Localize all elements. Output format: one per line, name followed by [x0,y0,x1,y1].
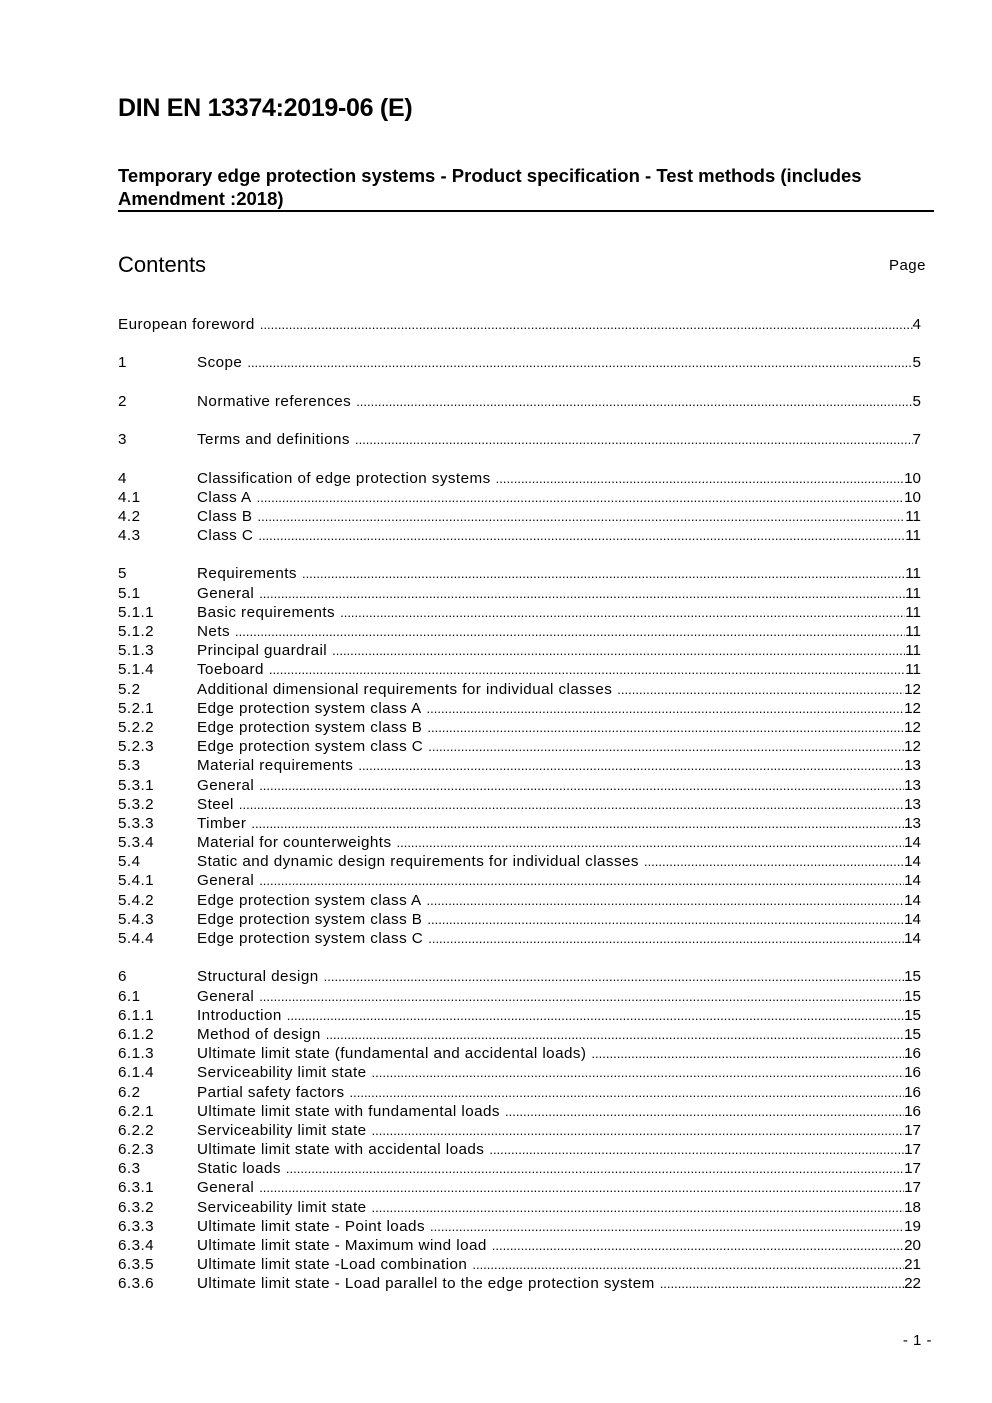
toc-entry-line [197,833,921,852]
toc-entry-line [197,852,921,871]
toc-entry-line [197,430,921,449]
toc-entry-title: Terms and definitions [197,431,350,449]
toc-entry[interactable] [118,488,921,507]
toc-entry[interactable] [118,1063,921,1082]
toc-entry-title: Edge protection system class A [197,891,422,909]
toc-entry-number: 5.3.3 [118,814,155,832]
toc-entry-title: Ultimate limit state (fundamental and accidental loads) [197,1045,587,1063]
toc-dot-leader [427,910,904,929]
toc-entry[interactable] [118,641,921,660]
toc-entry-page: 17 [904,1141,921,1159]
toc-entry-title: General [197,872,255,890]
toc-entry-line [197,891,921,910]
toc-dot-leader [258,526,905,545]
toc-entry-title: Timber [197,814,247,832]
toc-entry-page: 11 [905,527,921,545]
toc-entry-line [197,1140,921,1159]
toc-entry-number: 6.1.2 [118,1025,155,1043]
toc-entry-page: 12 [904,738,921,756]
toc-entry-line [197,392,921,411]
toc-entry-page: 13 [904,757,921,775]
toc-entry-page: 11 [905,584,921,602]
toc-entry-title: Ultimate limit state with fundamental loads [197,1102,500,1120]
toc-entry-title: General [197,1179,255,1197]
toc-entry-title: European foreword [118,316,255,333]
toc-entry-line [197,1006,921,1025]
toc-entry-line [197,680,921,699]
toc-entry-line [197,1274,921,1293]
toc-entry[interactable] [118,756,921,775]
toc-dot-leader [251,814,904,833]
toc-entry-line [197,795,921,814]
toc-entry-line [197,1102,921,1121]
toc-entry[interactable] [118,622,921,641]
toc-dot-leader [356,392,912,411]
document-id: DIN EN 13374:2019-06 (E) [118,94,413,122]
toc-entry[interactable] [118,718,921,737]
toc-dot-leader [235,622,905,641]
toc-entry-number: 6 [118,968,127,986]
toc-entry-line [197,1083,921,1102]
toc-entry-line [197,1121,921,1140]
toc-entry-line [197,737,921,756]
toc-entry-title: Serviceability limit state [197,1064,367,1082]
toc-entry-page: 21 [904,1256,921,1274]
toc-entry-number: 4.2 [118,507,141,525]
toc-dot-leader [287,1006,904,1025]
toc-dot-leader [247,353,912,372]
toc-entry[interactable] [118,699,921,718]
toc-entry-page: 11 [905,603,921,621]
toc-entry-page: 11 [905,642,921,660]
toc-entry-number: 5.1.3 [118,642,155,660]
toc-entry-number: 6.1.3 [118,1045,155,1063]
toc-entry-page: 5 [912,354,921,372]
toc-entry-page: 17 [904,1179,921,1197]
toc-entry-page: 16 [904,1083,921,1101]
toc-entry[interactable] [118,737,921,756]
toc-entry-line [197,353,921,372]
toc-entry-number: 5.2.1 [118,699,155,717]
toc-entry[interactable] [118,1198,921,1217]
toc-dot-leader [372,1063,905,1082]
toc-entry[interactable] [118,353,921,372]
toc-entry[interactable] [118,1006,921,1025]
toc-entry[interactable] [118,891,921,910]
toc-dot-leader [257,507,905,526]
toc-entry-line [118,315,921,334]
toc-entry-line [197,507,921,526]
toc-entry-line [197,871,921,890]
toc-dot-leader [259,584,905,603]
toc-entry-page: 19 [904,1217,921,1235]
toc-entry-line [197,910,921,929]
toc-entry-number: 4.3 [118,527,141,545]
toc-entry[interactable] [118,871,921,890]
toc-entry-page: 14 [904,853,921,871]
toc-entry-title: Nets [197,623,231,640]
toc-entry-number: 6.3.3 [118,1217,155,1235]
toc-entry-line [197,718,921,737]
toc-entry-number: 6.1 [118,987,141,1005]
toc-entry-page: 13 [904,795,921,813]
toc-entry-title: Toeboard [197,661,264,679]
toc-entry-page: 11 [905,661,921,679]
toc-entry-line [197,967,921,986]
toc-entry-number: 5.2.3 [118,738,155,756]
toc-entry[interactable] [118,987,921,1006]
toc-dot-leader [496,469,904,488]
toc-dot-leader [660,1274,904,1293]
toc-entry-page: 20 [904,1237,921,1254]
toc-entry-title: Ultimate limit state - Maximum wind load [197,1237,487,1254]
toc-entry[interactable] [118,1083,921,1102]
contents-heading: Contents [118,252,207,277]
toc-dot-leader [430,1217,904,1236]
toc-entry-line [197,622,921,641]
toc-entry-number: 5.1 [118,584,141,602]
title-rule [118,210,934,212]
toc-entry[interactable] [118,967,921,986]
toc-dot-leader [269,660,905,679]
toc-dot-leader [489,1140,904,1159]
toc-entry[interactable] [118,776,921,795]
toc-entry-title: Partial safety factors [197,1083,345,1101]
toc-entry-page: 10 [904,469,921,487]
toc-entry-number: 6.3.6 [118,1275,155,1293]
toc-entry-page: 7 [912,431,921,449]
toc-entry-number: 4.1 [118,488,141,506]
toc-entry-page: 22 [904,1275,921,1293]
toc-entry-line [197,1159,921,1178]
toc-entry-title: Edge protection system class C [197,738,424,756]
toc-dot-leader [326,1025,904,1044]
toc-entry[interactable] [118,910,921,929]
toc-entry-line [197,660,921,679]
toc-entry-line [197,1044,921,1063]
toc-entry-line [197,1236,921,1255]
toc-entry-title: General [197,776,255,794]
toc-entry[interactable] [118,660,921,679]
toc-entry-number: 5 [118,565,127,583]
toc-entry-number: 5.3 [118,757,141,775]
toc-entry[interactable] [118,852,921,871]
toc-entry[interactable] [118,1236,921,1255]
toc-entry[interactable] [118,1102,921,1121]
toc-entry-page: 15 [904,968,921,986]
toc-dot-leader [644,852,904,871]
toc-entry-page: 17 [904,1121,921,1139]
toc-dot-leader [427,699,905,718]
toc-entry-number: 5.4 [118,853,141,871]
toc-entry-number: 5.2 [118,680,141,698]
toc-entry-number: 6.3.2 [118,1198,155,1216]
toc-entry[interactable] [118,833,921,852]
toc-entry-title: Method of design [197,1025,321,1043]
toc-entry-title: Edge protection system class B [197,718,423,736]
toc-entry-title: Normative references [197,392,352,410]
toc-entry-page: 14 [904,910,921,928]
toc-entry[interactable] [118,564,921,583]
toc-entry-number: 5.3.4 [118,834,155,852]
toc-entry-line [197,641,921,660]
toc-dot-leader [505,1102,904,1121]
toc-entry-title: Ultimate limit state - Point loads [197,1217,425,1235]
toc-entry[interactable] [118,392,921,411]
toc-entry-title: Steel [197,795,234,813]
toc-entry-number: 4 [118,469,127,487]
toc-entry-page: 14 [904,872,921,890]
toc-entry[interactable] [118,814,921,833]
toc-entry-title: Static loads [197,1160,281,1178]
toc-entry-number: 6.1.1 [118,1006,155,1024]
table-of-contents [118,315,921,1294]
toc-entry-title: Class A [197,488,252,506]
toc-dot-leader [257,488,904,507]
toc-entry-title: Scope [197,354,243,372]
toc-entry-number: 5.4.3 [118,910,155,928]
toc-entry-page: 11 [905,623,921,640]
toc-entry-title: Requirements [197,565,297,583]
toc-entry-line [197,584,921,603]
toc-dot-leader [617,680,904,699]
toc-entry[interactable] [118,795,921,814]
toc-dot-leader [259,871,904,890]
toc-dot-leader [259,987,904,1006]
toc-entry-line [197,1025,921,1044]
toc-dot-leader [350,1083,905,1102]
toc-entry[interactable] [118,507,921,526]
toc-dot-leader [259,1178,904,1197]
toc-entry-line [197,929,921,948]
toc-entry-page: 4 [912,316,921,333]
toc-entry[interactable] [118,1121,921,1140]
toc-entry-number: 6.3 [118,1160,141,1178]
toc-entry-page: 10 [904,488,921,506]
toc-dot-leader [372,1198,905,1217]
toc-entry-page: 18 [904,1198,921,1216]
toc-dot-leader [358,756,904,775]
toc-entry-title: Ultimate limit state -Load combination [197,1256,468,1274]
toc-entry-line [197,603,921,622]
toc-entry-number: 5.3.1 [118,776,155,794]
toc-entry[interactable] [118,430,921,449]
toc-entry-title: Introduction [197,1006,282,1024]
toc-entry-title: Classification of edge protection systems [197,469,491,487]
toc-entry-title: Ultimate limit state - Load parallel to the edge protection system [197,1275,655,1293]
toc-dot-leader [340,603,905,622]
toc-dot-leader [472,1255,904,1274]
toc-entry-number: 6.2.2 [118,1121,155,1139]
toc-entry-page: 15 [904,1025,921,1043]
toc-dot-leader [259,776,904,795]
toc-entry-line [197,776,921,795]
toc-entry[interactable] [118,1159,921,1178]
toc-entry[interactable] [118,603,921,622]
toc-entry-line [197,1217,921,1236]
toc-entry-page: 13 [904,776,921,794]
toc-entry-title: Structural design [197,968,319,986]
toc-entry[interactable] [118,1274,921,1293]
toc-entry-page: 14 [904,834,921,852]
toc-entry-title: Material requirements [197,757,354,775]
toc-entry[interactable] [118,1140,921,1159]
page-column-heading: Page [888,257,926,274]
toc-entry-number: 6.3.5 [118,1256,155,1274]
toc-entry-number: 5.1.2 [118,623,155,640]
toc-entry[interactable] [118,680,921,699]
toc-entry-number: 6.2.3 [118,1141,155,1159]
toc-entry-number: 6.2.1 [118,1102,155,1120]
toc-dot-leader [260,315,913,334]
toc-entry-number: 5.4.1 [118,872,155,890]
toc-dot-leader [492,1236,904,1255]
toc-entry-title: Principal guardrail [197,642,328,660]
toc-entry[interactable] [118,315,921,334]
toc-entry[interactable] [118,526,921,545]
toc-entry-title: Edge protection system class C [197,930,424,947]
toc-entry-page: 12 [904,718,921,736]
toc-entry-title: Additional dimensional requirements for individual classes [197,680,613,698]
toc-entry-line [197,987,921,1006]
toc-entry-line [197,1255,921,1274]
toc-dot-leader [591,1044,904,1063]
toc-entry-page: 16 [904,1064,921,1082]
toc-entry-number: 5.1.1 [118,603,155,621]
toc-entry-number: 6.3.4 [118,1237,155,1254]
toc-entry-title: Class B [197,507,253,525]
toc-entry[interactable] [118,1178,921,1197]
toc-dot-leader [427,891,905,910]
toc-entry-title: Class C [197,527,254,545]
toc-entry-page: 15 [904,987,921,1005]
toc-entry-number: 6.1.4 [118,1064,155,1082]
toc-entry-page: 15 [904,1006,921,1024]
toc-dot-leader [427,718,904,737]
toc-entry-title: Edge protection system class A [197,699,422,717]
toc-dot-leader [396,833,904,852]
toc-entry-number: 5.1.4 [118,661,155,679]
toc-entry-title: General [197,584,255,602]
footer-page-number: - 1 - [902,1332,932,1349]
toc-entry-line [197,469,921,488]
toc-entry-title: Serviceability limit state [197,1198,367,1216]
toc-entry[interactable] [118,1255,921,1274]
toc-entry-number: 6.2 [118,1083,141,1101]
toc-entry[interactable] [118,1044,921,1063]
toc-entry-line [197,1178,921,1197]
toc-entry-number: 1 [118,354,127,372]
toc-entry[interactable] [118,584,921,603]
toc-entry-line [197,1063,921,1082]
toc-entry[interactable] [118,929,921,948]
toc-entry-line [197,756,921,775]
toc-entry-title: Ultimate limit state with accidental loads [197,1141,485,1159]
toc-entry-title: Material for counterweights [197,834,392,852]
toc-entry-number: 3 [118,431,127,449]
toc-entry-number: 5.3.2 [118,795,155,813]
toc-entry-line [197,814,921,833]
toc-dot-leader [428,737,904,756]
toc-entry-number: 6.3.1 [118,1179,155,1197]
toc-entry-number: 5.4.4 [118,930,155,947]
toc-entry-line [197,564,921,583]
toc-entry-title: General [197,987,255,1005]
toc-dot-leader [239,795,904,814]
document-subtitle: Temporary edge protection systems - Product specification - Test methods (includes Amendment :2018) [118,165,862,209]
toc-entry-line [197,488,921,507]
toc-dot-leader [332,641,905,660]
toc-entry-title: Basic requirements [197,603,336,621]
toc-entry-page: 11 [905,565,921,583]
toc-entry-page: 16 [904,1102,921,1120]
toc-entry-line [197,1198,921,1217]
toc-entry-page: 14 [904,930,921,947]
toc-entry-page: 13 [904,814,921,832]
toc-entry[interactable] [118,1217,921,1236]
toc-entry-page: 14 [904,891,921,909]
toc-entry-number: 5.2.2 [118,718,155,736]
toc-entry-title: Edge protection system class B [197,910,423,928]
toc-dot-leader [302,564,905,583]
toc-entry-line [197,699,921,718]
toc-entry[interactable] [118,469,921,488]
toc-entry-page: 16 [904,1045,921,1063]
toc-entry[interactable] [118,1025,921,1044]
toc-entry-page: 11 [905,507,921,525]
toc-dot-leader [372,1121,905,1140]
toc-entry-title: Serviceability limit state [197,1121,367,1139]
toc-dot-leader [324,967,904,986]
toc-dot-leader [428,929,904,948]
toc-entry-page: 17 [904,1160,921,1178]
toc-entry-page: 12 [904,680,921,698]
toc-entry-number: 5.4.2 [118,891,155,909]
toc-entry-page: 12 [904,699,921,717]
toc-dot-leader [355,430,913,449]
toc-entry-line [197,526,921,545]
toc-entry-page: 5 [912,392,921,410]
toc-dot-leader [286,1159,904,1178]
toc-entry-number: 2 [118,392,127,410]
toc-entry-title: Static and dynamic design requirements for individual classes [197,853,639,871]
